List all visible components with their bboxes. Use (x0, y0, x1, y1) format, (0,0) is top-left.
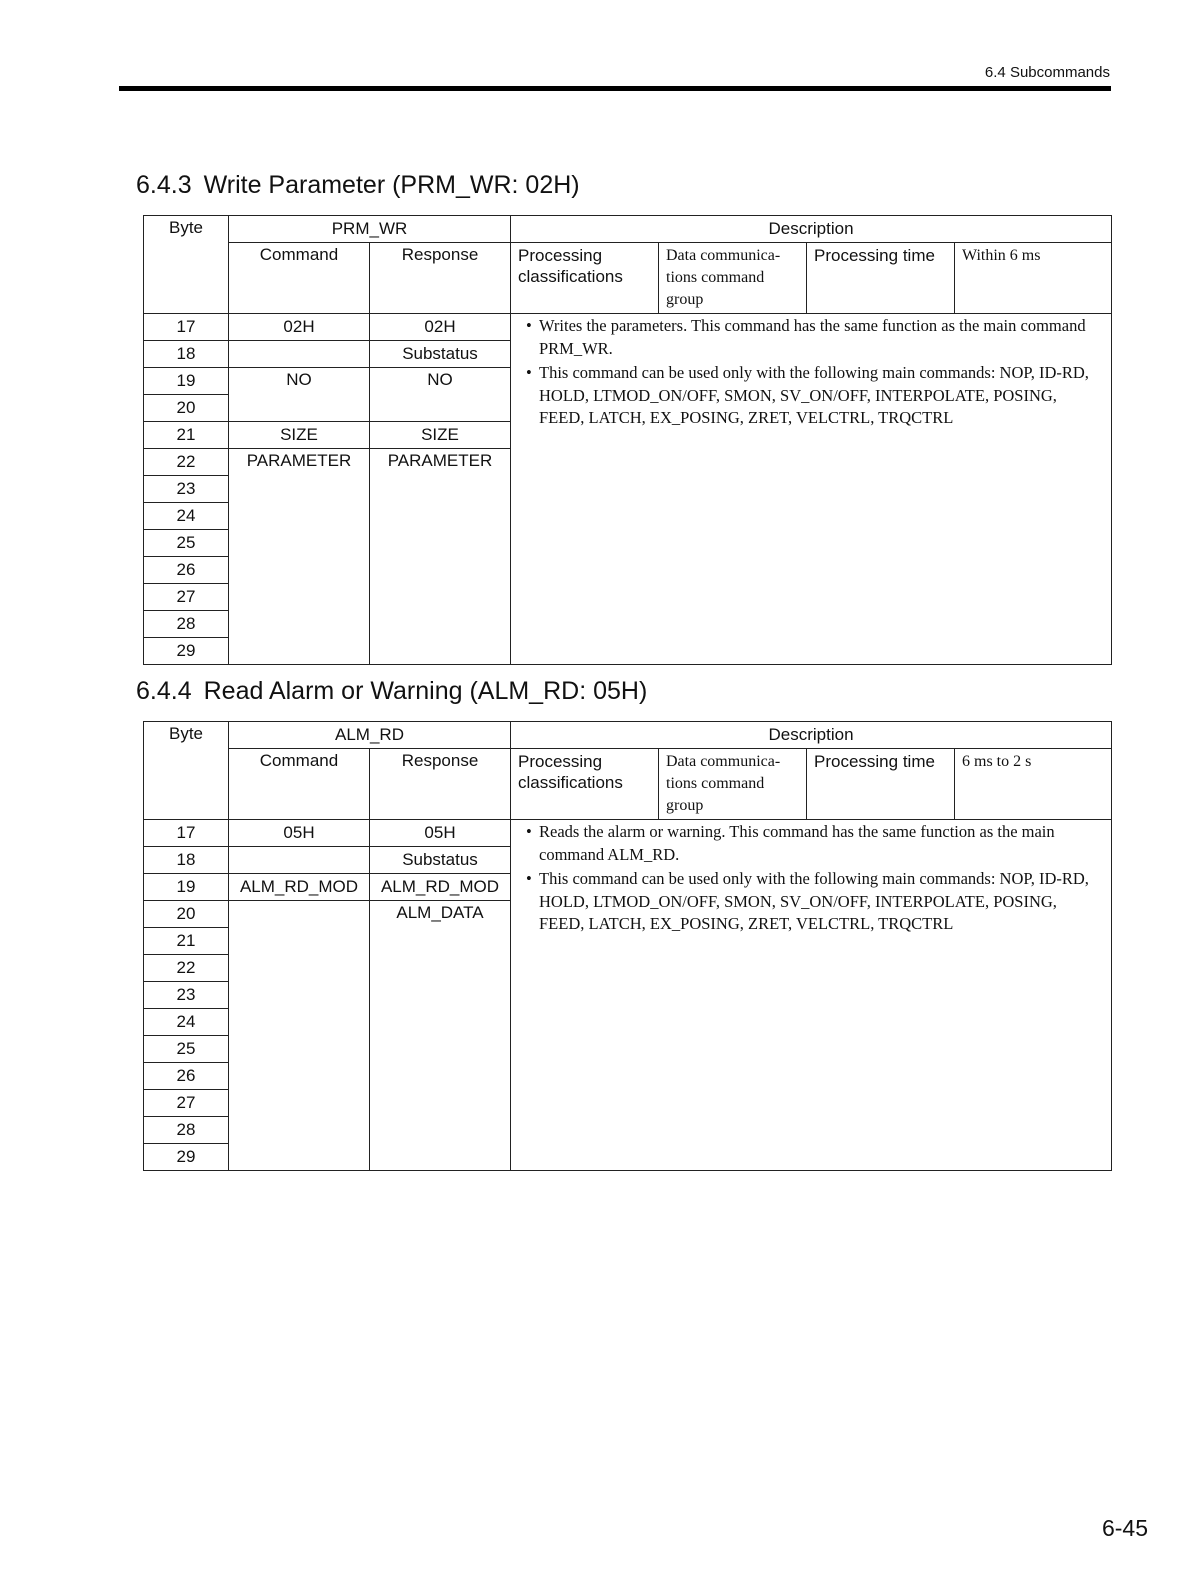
byte-cell: 28 (144, 611, 229, 638)
response-cell: ALM_RD_MOD (370, 874, 511, 901)
processing-class-value: Data communica-tions command group (666, 753, 781, 814)
byte-cell: 26 (144, 1063, 229, 1090)
byte-cell: 27 (144, 584, 229, 611)
byte-header: Byte (144, 216, 229, 314)
page-number: 6-45 (1101, 1515, 1148, 1541)
response-cell: 05H (370, 820, 511, 847)
section-title-alm-rd (136, 677, 647, 706)
description-header: Description (511, 216, 1112, 243)
command-cell: 05H (229, 820, 370, 847)
command-cell (229, 341, 370, 368)
byte-header: Byte (144, 722, 229, 820)
byte-cell: 22 (144, 449, 229, 476)
response-cell: 02H (370, 314, 511, 341)
response-cell: NO (370, 368, 511, 422)
section-number: 6.4.3 (136, 171, 192, 199)
prm-wr-table (143, 215, 1112, 665)
description-header: Description (511, 722, 1112, 749)
byte-cell: 17 (144, 314, 229, 341)
running-head: 6.4 Subcommands (984, 64, 1110, 81)
processing-time-label: Processing time (814, 246, 935, 265)
byte-cell: 20 (144, 901, 229, 928)
section-title-prm-wr (136, 171, 580, 200)
command-cell (229, 847, 370, 874)
byte-cell: 21 (144, 928, 229, 955)
response-cell: SIZE (370, 422, 511, 449)
byte-cell: 22 (144, 955, 229, 982)
command-cell: NO (229, 368, 370, 422)
section-heading: Write Parameter (PRM_WR: 02H) (203, 171, 580, 199)
description-cell (511, 314, 1112, 665)
response-cell: ALM_DATA (370, 901, 511, 1171)
processing-class-label: Processing classifications (518, 246, 623, 286)
description-bullet: • This command can be used only with the following main commands: NOP, ID-RD, HOLD, LTMOD_ON/OFF, SMON, SV_ON/OFF, INTERPOLATE, POSING, FEED, LATCH, EX_POSING, ZRET, VELCTRL, TRQCTRL (523, 362, 1103, 430)
group-header: PRM_WR (229, 216, 511, 243)
byte-cell: 18 (144, 341, 229, 368)
command-header: Command (229, 243, 370, 314)
description-bullet: • Reads the alarm or warning. This command has the same function as the main command ALM_RD. (523, 821, 1103, 866)
byte-cell: 23 (144, 476, 229, 503)
section-number: 6.4.4 (136, 677, 192, 705)
description-cell (511, 820, 1112, 1171)
byte-cell: 29 (144, 638, 229, 665)
header-rule (119, 86, 1111, 91)
byte-cell: 23 (144, 982, 229, 1009)
byte-cell: 21 (144, 422, 229, 449)
command-cell: SIZE (229, 422, 370, 449)
byte-cell: 19 (144, 874, 229, 901)
byte-cell: 27 (144, 1090, 229, 1117)
processing-time-value: Within 6 ms (962, 247, 1041, 264)
description-bullet: • This command can be used only with the following main commands: NOP, ID-RD, HOLD, LTMOD_ON/OFF, SMON, SV_ON/OFF, INTERPOLATE, POSING, FEED, LATCH, EX_POSING, ZRET, VELCTRL, TRQCTRL (523, 868, 1103, 936)
command-cell (229, 901, 370, 1171)
response-header: Response (370, 749, 511, 820)
command-cell: PARAMETER (229, 449, 370, 665)
processing-class-value: Data communica-tions command group (666, 247, 781, 308)
alm-rd-table (143, 721, 1112, 1171)
processing-class-label: Processing classifications (518, 752, 623, 792)
response-header: Response (370, 243, 511, 314)
description-bullet: • Writes the parameters. This command has the same function as the main command PRM_WR. (523, 315, 1103, 360)
processing-time-label: Processing time (814, 752, 935, 771)
byte-cell: 29 (144, 1144, 229, 1171)
group-header: ALM_RD (229, 722, 511, 749)
byte-cell: 25 (144, 530, 229, 557)
processing-time-value: 6 ms to 2 s (962, 753, 1032, 770)
byte-cell: 17 (144, 820, 229, 847)
byte-cell: 20 (144, 395, 229, 422)
byte-cell: 28 (144, 1117, 229, 1144)
byte-cell: 24 (144, 1009, 229, 1036)
byte-cell: 25 (144, 1036, 229, 1063)
command-cell: ALM_RD_MOD (229, 874, 370, 901)
byte-cell: 26 (144, 557, 229, 584)
response-cell: Substatus (370, 341, 511, 368)
response-cell: Substatus (370, 847, 511, 874)
byte-cell: 24 (144, 503, 229, 530)
byte-cell: 19 (144, 368, 229, 395)
byte-cell: 18 (144, 847, 229, 874)
command-header: Command (229, 749, 370, 820)
section-heading: Read Alarm or Warning (ALM_RD: 05H) (203, 677, 648, 705)
response-cell: PARAMETER (370, 449, 511, 665)
command-cell: 02H (229, 314, 370, 341)
